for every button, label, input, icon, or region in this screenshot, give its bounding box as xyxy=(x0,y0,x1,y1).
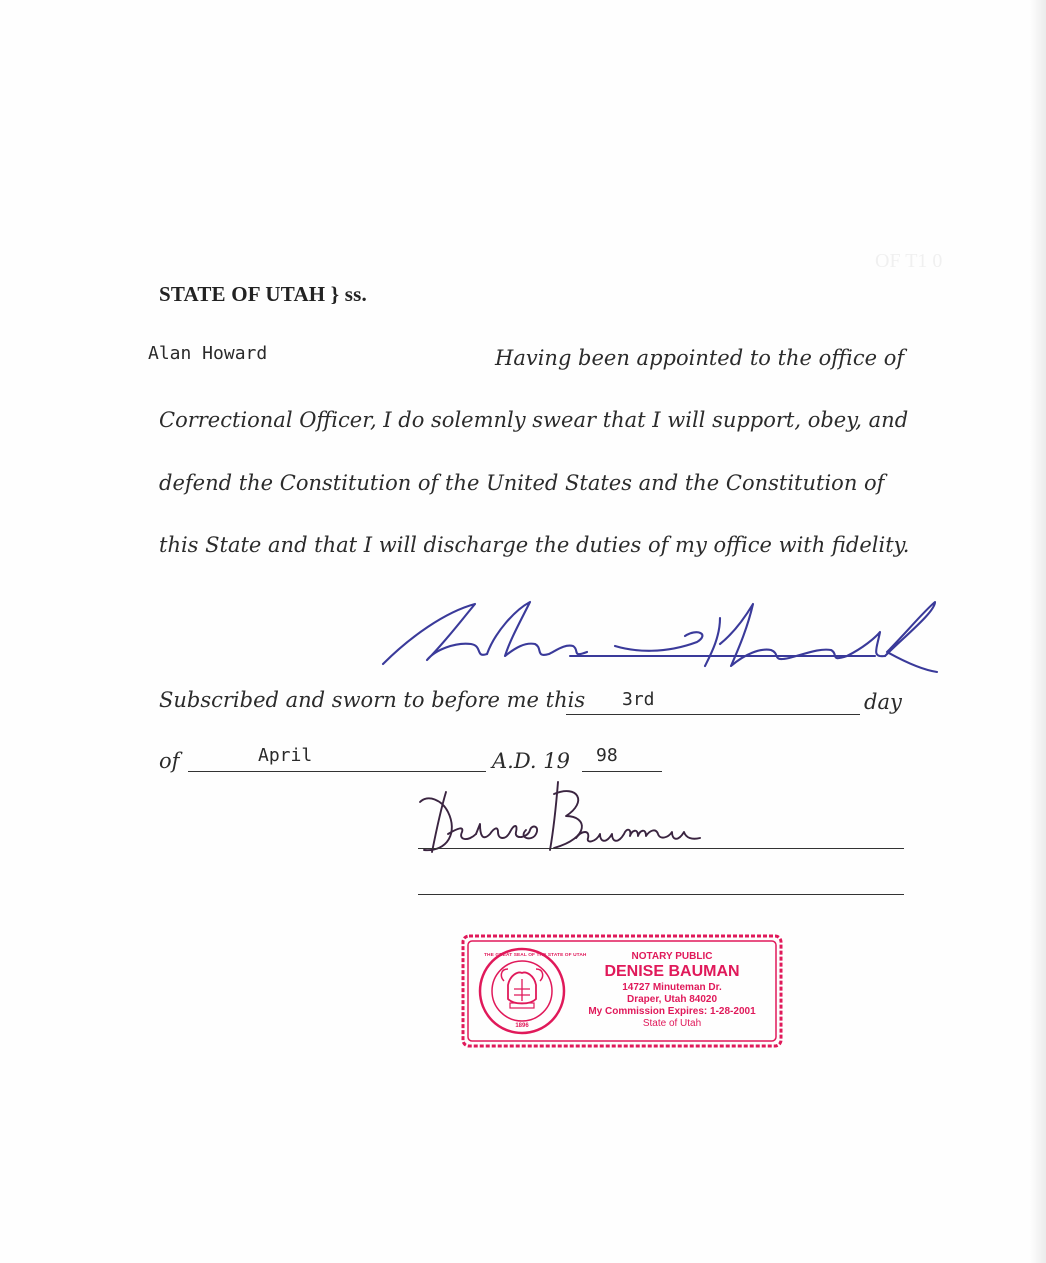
affiant-signature xyxy=(375,592,945,677)
notary-signature-line xyxy=(418,848,904,849)
subscribed-label: Subscribed and sworn to before me this xyxy=(159,688,586,712)
state-venue-heading: STATE OF UTAH } ss. xyxy=(159,282,367,306)
day-label: day xyxy=(864,690,902,714)
oath-line-3: defend the Constitution of the United States and the Constitution of xyxy=(159,471,885,495)
bleed-through-text: OF T1 0 xyxy=(875,250,943,272)
day-blank-line xyxy=(566,714,860,715)
notary-stamp xyxy=(460,933,784,1049)
seal-ring-text: THE GREAT SEAL OF THE STATE OF UTAH xyxy=(484,953,587,958)
stamp-notary-name: DENISE BAUMAN xyxy=(604,963,740,980)
oath-line-4: this State and that I will discharge the duties of my office with fidelity. xyxy=(159,533,910,557)
year-value: 98 xyxy=(596,745,618,766)
stamp-address-1: 14727 Minuteman Dr. xyxy=(622,982,722,993)
day-value: 3rd xyxy=(622,689,655,710)
oath-line-2: Correctional Officer, I do solemnly swear that I will support, obey, and xyxy=(159,408,909,432)
month-value: April xyxy=(258,745,313,766)
stamp-commission: My Commission Expires: 1-28-2001 xyxy=(588,1006,756,1017)
stamp-address-2: Draper, Utah 84020 xyxy=(626,994,718,1005)
seal-year: 1896 xyxy=(515,1023,529,1029)
stamp-state: State of Utah xyxy=(642,1018,702,1029)
oath-line-1: Having been appointed to the office of xyxy=(495,346,905,370)
affiant-name: Alan Howard xyxy=(148,343,268,364)
scan-edge-shadow xyxy=(1030,0,1046,1263)
notary-second-line xyxy=(418,894,904,895)
stamp-title: NOTARY PUBLIC xyxy=(631,951,713,962)
ad-label: A.D. 19 xyxy=(492,749,571,773)
of-label: of xyxy=(159,749,180,773)
